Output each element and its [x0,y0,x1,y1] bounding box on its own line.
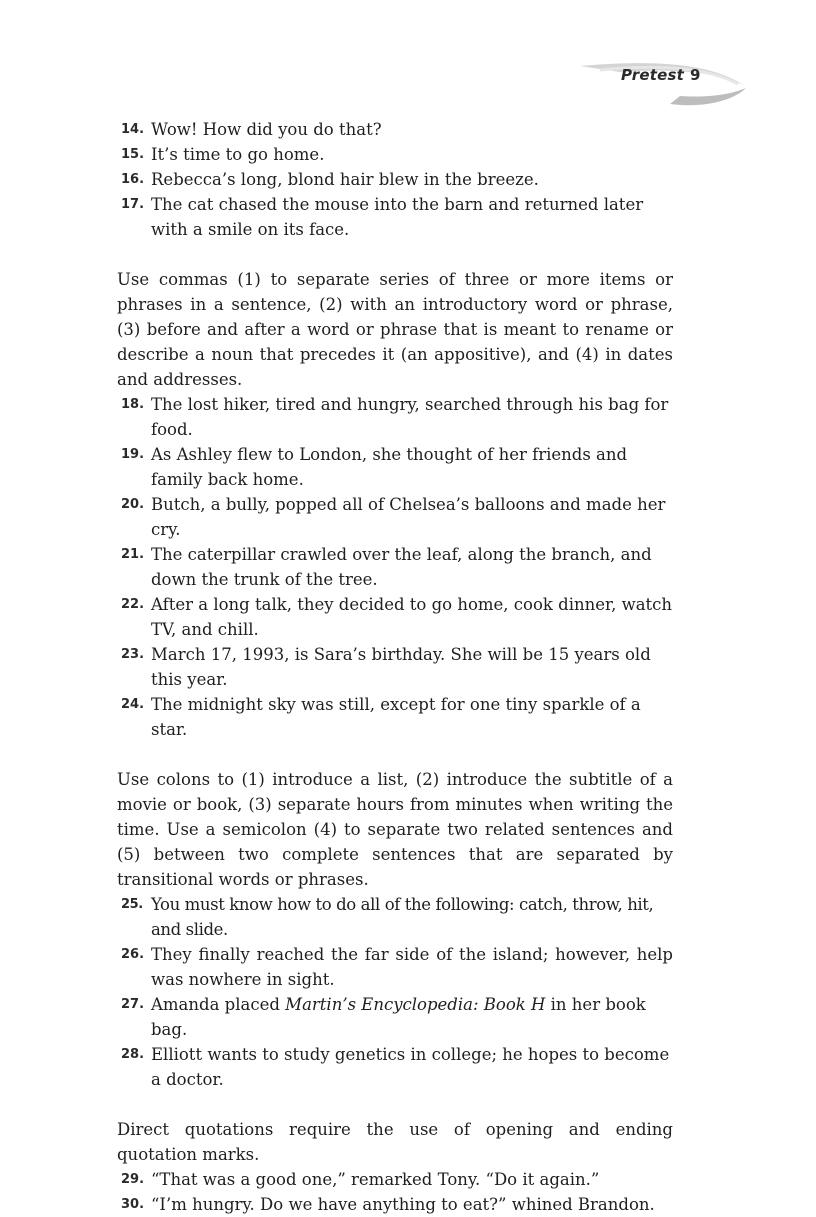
list-item [117,192,673,242]
item-number: 24. [121,697,145,712]
instruction-quotes: Direct quotations require the use of opening and ending quotation marks. [117,1120,673,1164]
item-number: 14. [121,122,145,137]
item-text: The lost hiker, tired and hungry, searched through his bag for food. [151,395,669,439]
item-number: 30. [121,1197,145,1212]
item-text: “That was a good one,” remarked Tony. “Do it again.” [151,1170,600,1189]
item-text: Wow! How did you do that? [151,120,382,139]
item-number: 23. [121,647,145,662]
list-item [117,542,673,592]
item-text: The cat chased the mouse into the barn and returned later with a smile on its face. [151,195,644,239]
instruction-colons: Use colons to (1) introduce a list, (2) introduce the subtitle of a movie or book, (3) separate hours from minutes when writing the time. Use a semicolon (4) to separate two related sentences and (5) between two complete sentences that are separated by transitional words or phrases. [117,770,673,889]
list-item [117,142,673,167]
item-text: Butch, a bully, popped all of Chelsea’s balloons and made her cry. [151,495,666,539]
item-text: After a long talk, they decided to go home, cook dinner, watch TV, and chill. [151,595,673,639]
item-text: They finally reached the far side of the island; however, help was nowhere in sight. [151,945,673,989]
item-text: Elliott wants to study genetics in college; he hopes to become a doctor. [151,1045,670,1089]
page-number: 9 [690,66,701,84]
item-text: It’s time to go home. [151,145,325,164]
list-item [117,167,673,192]
list-item [117,1042,673,1092]
list-item [117,892,673,942]
item-number: 17. [121,197,145,212]
item-text: As Ashley flew to London, she thought of her friends and family back home. [151,445,628,489]
list-item [117,592,673,642]
instruction-commas: Use commas (1) to separate series of three or more items or phrases in a sentence, (2) with an introductory word or phrase, (3) before and after a word or phrase that is meant to rename or describe a noun that precedes it (an appositive), and (4) in dates and addresses. [117,270,673,389]
list-item [117,942,673,992]
item-list-b [117,392,673,742]
item-text: The midnight sky was still, except for one tiny sparkle of a star. [151,695,641,739]
item-text: The caterpillar crawled over the leaf, along the branch, and down the trunk of the tree. [151,545,652,589]
item-number: 27. [121,997,145,1012]
item-number: 22. [121,597,145,612]
list-item [117,442,673,492]
item-list-c [117,892,673,1092]
item-text: March 17, 1993, is Sara’s birthday. She will be 15 years old this year. [151,645,651,689]
item-number: 29. [121,1172,145,1187]
list-item [117,1192,673,1217]
item-number: 28. [121,1047,145,1062]
book-title: Martin’s Encyclopedia: Book H [285,995,546,1014]
list-item [117,642,673,692]
page-body [117,117,673,1217]
list-item [117,392,673,442]
list-item [117,692,673,742]
item-list-a [117,117,673,242]
item-list-d [117,1167,673,1217]
item-number: 18. [121,397,145,412]
list-item [117,1167,673,1192]
list-item [117,492,673,542]
list-item [117,117,673,142]
item-number: 19. [121,447,145,462]
item-number: 25. [121,897,143,912]
item-number: 26. [121,947,145,962]
item-text-before: Amanda placed [151,995,286,1014]
item-text: Rebecca’s long, blond hair blew in the breeze. [151,170,539,189]
item-text-after: in her book bag. [151,995,646,1039]
item-number: 21. [121,547,145,562]
item-text: You must know how to do all of the following: catch, throw, hit, and slide. [151,895,654,939]
item-text: “I’m hungry. Do we have anything to eat?” whined Brandon. [151,1195,655,1214]
item-number: 20. [121,497,145,512]
list-item [117,992,673,1042]
item-number: 16. [121,172,145,187]
running-title: Pretest [621,66,684,84]
item-number: 15. [121,147,145,162]
